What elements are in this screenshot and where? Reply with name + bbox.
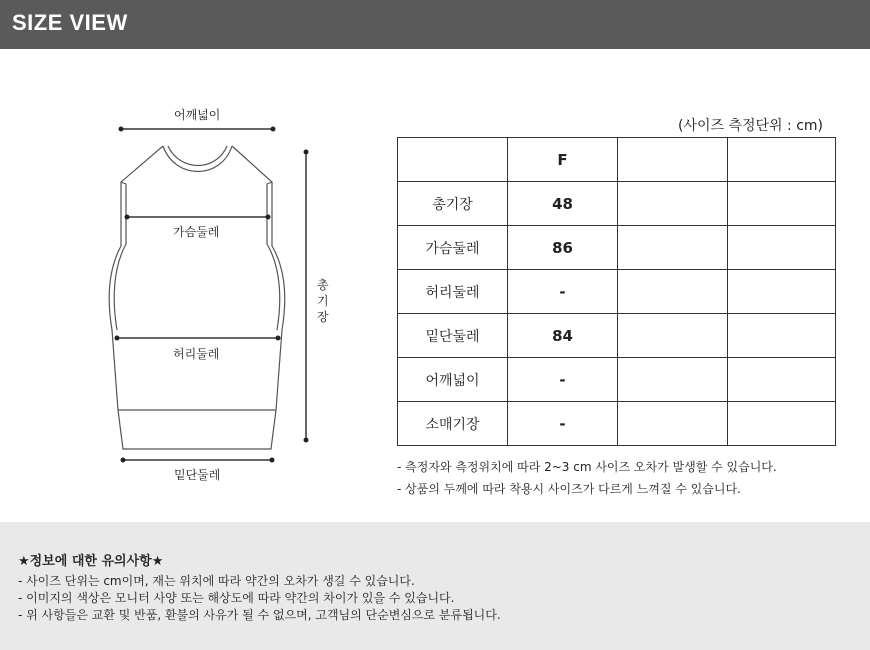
- row-value: [728, 270, 836, 314]
- page-title: SIZE VIEW: [12, 10, 128, 35]
- length-line-end-dot: [304, 438, 309, 443]
- chest-line-start-dot: [125, 215, 130, 220]
- row-value: [618, 358, 728, 402]
- row-label: 소매기장: [398, 402, 508, 446]
- hem-label: 밑단둘레: [174, 468, 221, 482]
- hem-line-start-dot: [121, 458, 126, 463]
- shoulder-label: 어깨넓이: [174, 108, 221, 122]
- measurement-note: - 측정자와 측정위치에 따라 2~3 cm 사이즈 오차가 발생할 수 있습니다.: [397, 460, 777, 474]
- row-label: 허리둘레: [398, 270, 508, 314]
- row-value: [618, 182, 728, 226]
- size-table: [397, 137, 836, 446]
- notice-title: ★정보에 대한 유의사항★: [18, 554, 164, 569]
- header-cell: [728, 138, 836, 182]
- vest-outline: [109, 146, 285, 449]
- row-value: [728, 402, 836, 446]
- table-row: [398, 314, 836, 358]
- header-cell-size-f: F: [508, 138, 618, 182]
- chest-label: 가슴둘레: [173, 225, 220, 239]
- hem-line-end-dot: [270, 458, 275, 463]
- row-label: 어깨넓이: [398, 358, 508, 402]
- length-label-3: 장: [317, 310, 329, 324]
- row-label: 총기장: [398, 182, 508, 226]
- shoulder-line-end-dot: [271, 127, 276, 132]
- shoulder-line-start-dot: [119, 127, 124, 132]
- waist-line-start-dot: [115, 336, 120, 341]
- table-row: [398, 226, 836, 270]
- length-label-1: 총: [317, 278, 329, 292]
- chest-line-end-dot: [266, 215, 271, 220]
- row-value: 84: [508, 314, 618, 358]
- row-value: [618, 402, 728, 446]
- row-label: 가슴둘레: [398, 226, 508, 270]
- row-label: 밑단둘레: [398, 314, 508, 358]
- row-value: [618, 226, 728, 270]
- header-cell: [398, 138, 508, 182]
- row-value: [618, 314, 728, 358]
- row-value: -: [508, 358, 618, 402]
- row-value: [618, 270, 728, 314]
- header-cell: [618, 138, 728, 182]
- length-line-start-dot: [304, 150, 309, 155]
- row-value: [728, 314, 836, 358]
- length-label-2: 기: [317, 294, 329, 308]
- table-row: [398, 358, 836, 402]
- notice-line: - 사이즈 단위는 cm이며, 재는 위치에 따라 약간의 오차가 생길 수 있습니다.: [18, 574, 415, 588]
- table-row: [398, 402, 836, 446]
- waist-label: 허리둘레: [173, 347, 220, 361]
- row-value: -: [508, 270, 618, 314]
- notice-line: - 이미지의 색상은 모니터 사양 또는 해상도에 따라 약간의 차이가 있을 수 있습니다.: [18, 591, 455, 605]
- unit-label: (사이즈 측정단위 : cm): [678, 118, 823, 134]
- notice-footer: [0, 522, 870, 650]
- table-header-row: [398, 138, 836, 182]
- waist-line-end-dot: [276, 336, 281, 341]
- row-value: -: [508, 402, 618, 446]
- row-value: [728, 182, 836, 226]
- notice-line: - 위 사항들은 교환 및 반품, 환불의 사유가 될 수 없으며, 고객님의 단순변심으로 분류됩니다.: [18, 608, 501, 622]
- thickness-note: - 상품의 두께에 따라 착용시 사이즈가 다르게 느껴질 수 있습니다.: [397, 482, 741, 496]
- row-value: [728, 358, 836, 402]
- row-value: 86: [508, 226, 618, 270]
- table-row: [398, 270, 836, 314]
- table-row: [398, 182, 836, 226]
- row-value: 48: [508, 182, 618, 226]
- row-value: [728, 226, 836, 270]
